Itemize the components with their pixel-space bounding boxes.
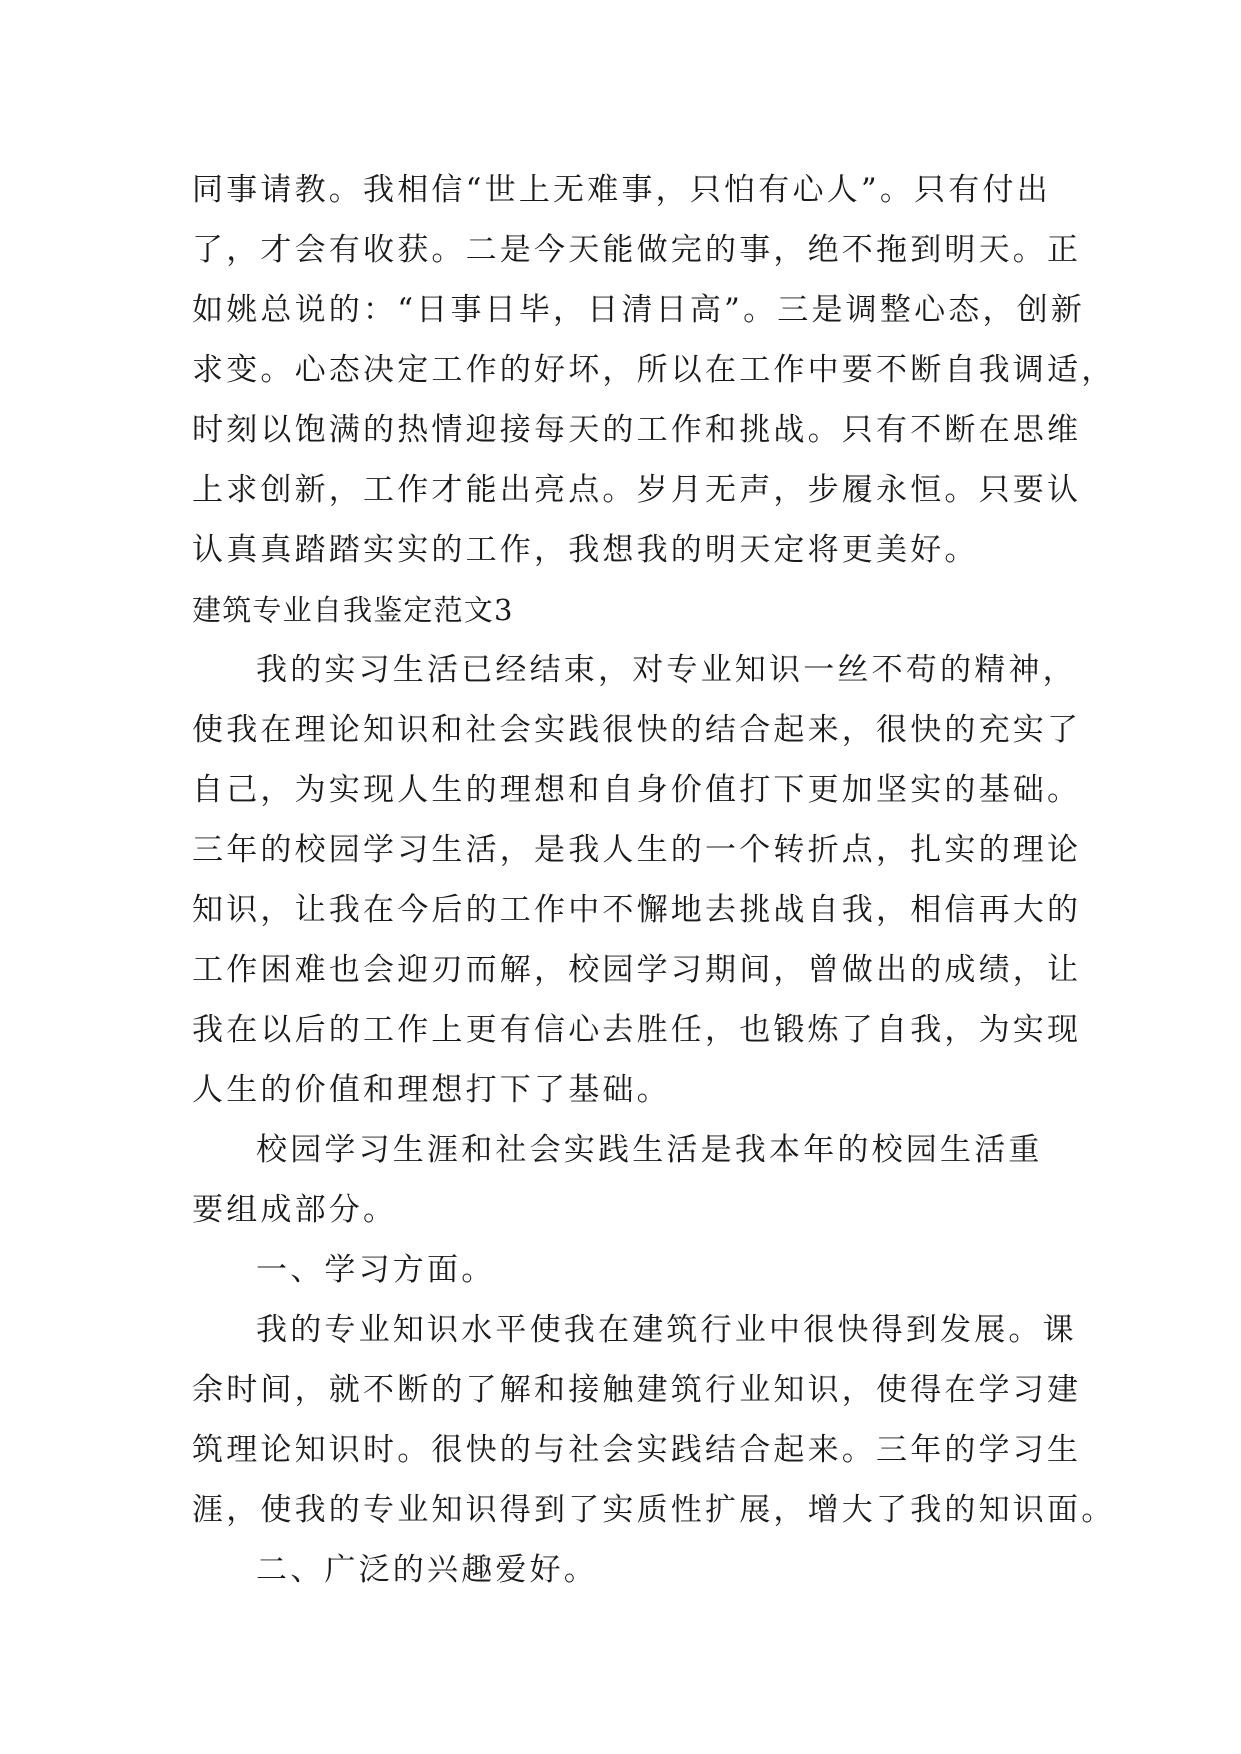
- text-line: 我在以后的工作上更有信心去胜任，也锻炼了自我，为实现: [192, 1012, 1082, 1048]
- text-line: 要组成部分。: [192, 1192, 398, 1228]
- text-line: 使我在理论知识和社会实践很快的结合起来，很快的充实了: [192, 712, 1082, 748]
- text-line: 工作困难也会迎刃而解，校园学习期间，曾做出的成绩，让: [192, 952, 1082, 988]
- text-line: 涯，使我的专业知识得到了实质性扩展，增大了我的知识面。: [192, 1492, 1116, 1528]
- text-line: 我的专业知识水平使我在建筑行业中很快得到发展。课: [256, 1312, 1077, 1348]
- subheading: 二、广泛的兴趣爱好。: [256, 1552, 598, 1588]
- text-line: 余时间，就不断的了解和接触建筑行业知识，使得在学习建: [192, 1372, 1082, 1408]
- text-line: 了，才会有收获。二是今天能做完的事，绝不拖到明天。正: [192, 232, 1082, 268]
- text-line: 同事请教。我相信“世上无难事，只怕有心人”。只有付出: [192, 172, 1051, 208]
- text-line: 时刻以饱满的热情迎接每天的工作和挑战。只有不断在思维: [192, 412, 1082, 448]
- subheading: 一、学习方面。: [256, 1252, 496, 1288]
- text-line: 知识，让我在今后的工作中不懈地去挑战自我，相信再大的: [192, 892, 1082, 928]
- text-line: 求变。心态决定工作的好坏，所以在工作中要不断自我调适，: [192, 352, 1116, 388]
- document-body: [192, 160, 1116, 1600]
- text-line: 如姚总说的：“日事日毕，日清日高”。三是调整心态，创新: [192, 292, 1086, 328]
- text-line: 人生的价值和理想打下了基础。: [192, 1072, 671, 1108]
- text-line: 上求创新，工作才能出亮点。岁月无声，步履永恒。只要认: [192, 472, 1082, 508]
- text-line: 自己，为实现人生的理想和自身价值打下更加坚实的基础。: [192, 772, 1082, 808]
- section-heading: 建筑专业自我鉴定范文3: [192, 593, 514, 627]
- text-line: 我的实习生活已经结束，对专业知识一丝不苟的精神，: [256, 652, 1077, 688]
- text-line: 校园学习生涯和社会实践生活是我本年的校园生活重: [256, 1132, 1043, 1168]
- text-line: 认真真踏踏实实的工作，我想我的明天定将更美好。: [192, 532, 979, 568]
- text-line: 筑理论知识时。很快的与社会实践结合起来。三年的学习生: [192, 1432, 1082, 1468]
- text-line: 三年的校园学习生活，是我人生的一个转折点，扎实的理论: [192, 832, 1082, 868]
